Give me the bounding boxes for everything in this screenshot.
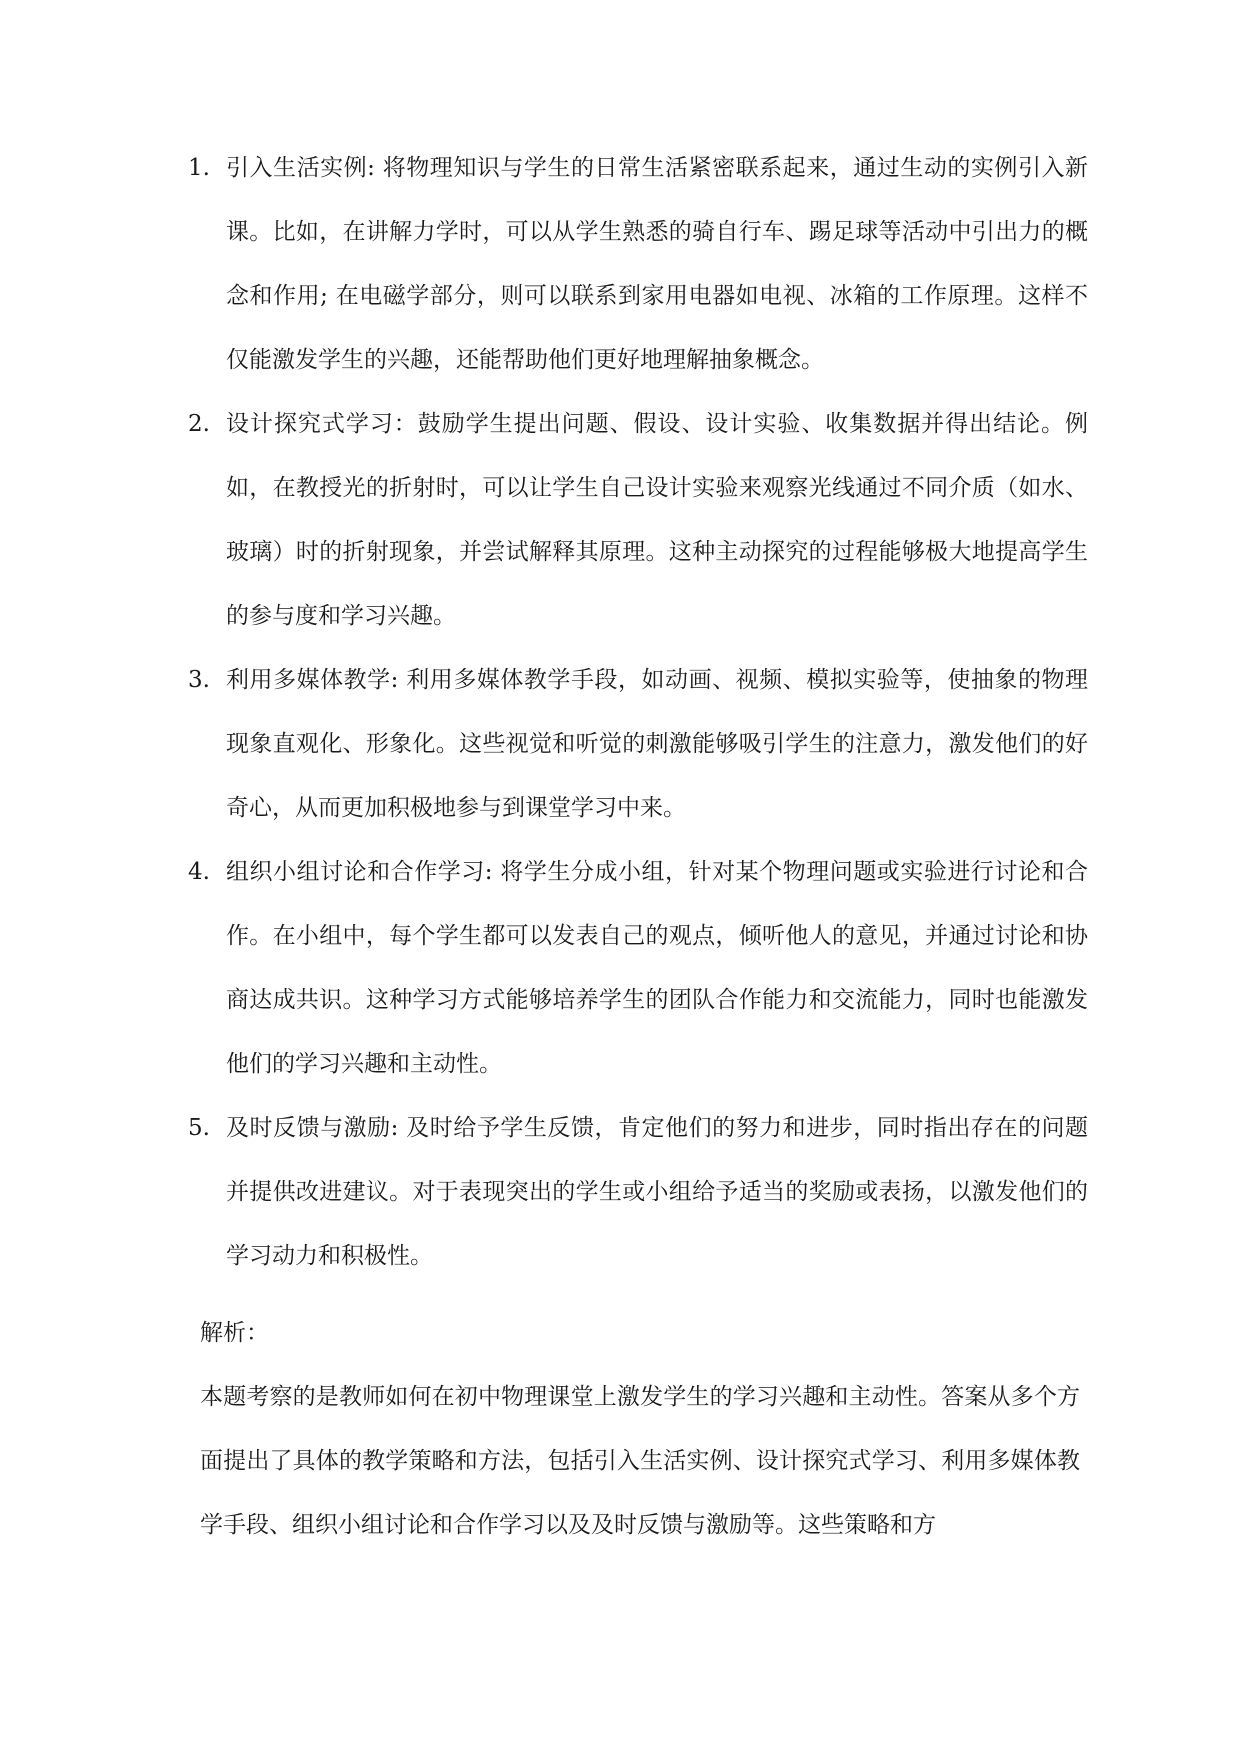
analysis-paragraph: 本题考察的是教师如何在初中物理课堂上激发学生的学习兴趣和主动性。答案从多个方面提出了具体的教学策略和方法，包括引入生活实例、设计探究式学习、利用多媒体教学手段、组织小组讨论和合作学习以及及时反馈与激励等。这些策略和方 [200,1384,1080,1538]
strategy-list [188,136,1088,1288]
list-item-5 [188,1096,1088,1288]
item-number: 5. [188,1115,210,1141]
list-item-3 [188,648,1088,840]
item-text: 引入生活实例: 将物理知识与学生的日常生活紧密联系起来，通过生动的实例引入新课。比如，在讲解力学时，可以从学生熟悉的骑自行车、踢足球等活动中引出力的概念和作用; 在电磁学部分，则可以联系到家用电器如电视、冰箱的工作原理。这样不仅能激发学生的兴趣，还能帮助他们更好地理解抽象概念。 [226,155,1088,373]
list-item-1 [188,136,1088,392]
item-number: 2. [188,411,210,437]
list-item-4 [188,840,1088,1096]
item-number: 3. [188,667,210,693]
item-text: 及时反馈与激励: 及时给予学生反馈，肯定他们的努力和进步，同时指出存在的问题并提供改进建议。对于表现突出的学生或小组给予适当的奖励或表扬，以激发他们的学习动力和积极性。 [226,1115,1088,1269]
item-text: 设计探究式学习：鼓励学生提出问题、假设、设计实验、收集数据并得出结论。例如，在教授光的折射时，可以让学生自己设计实验来观察光线通过不同介质（如水、玻璃）时的折射现象，并尝试解释其原理。这种主动探究的过程能够极大地提高学生的参与度和学习兴趣。 [226,411,1088,629]
item-number: 4. [188,859,210,885]
item-text: 组织小组讨论和合作学习: 将学生分成小组，针对某个物理问题或实验进行讨论和合作。在小组中，每个学生都可以发表自己的观点，倾听他人的意见，并通过讨论和协商达成共识。这种学习方式能够培养学生的团队合作能力和交流能力，同时也能激发他们的学习兴趣和主动性。 [226,859,1088,1077]
analysis-heading: 解析： [200,1320,269,1346]
list-item-2 [188,392,1088,648]
item-number: 1. [188,155,210,181]
item-text: 利用多媒体教学: 利用多媒体教学手段，如动画、视频、模拟实验等，使抽象的物理现象直观化、形象化。这些视觉和听觉的刺激能够吸引学生的注意力，激发他们的好奇心，从而更加积极地参与到课堂学习中来。 [226,667,1088,821]
